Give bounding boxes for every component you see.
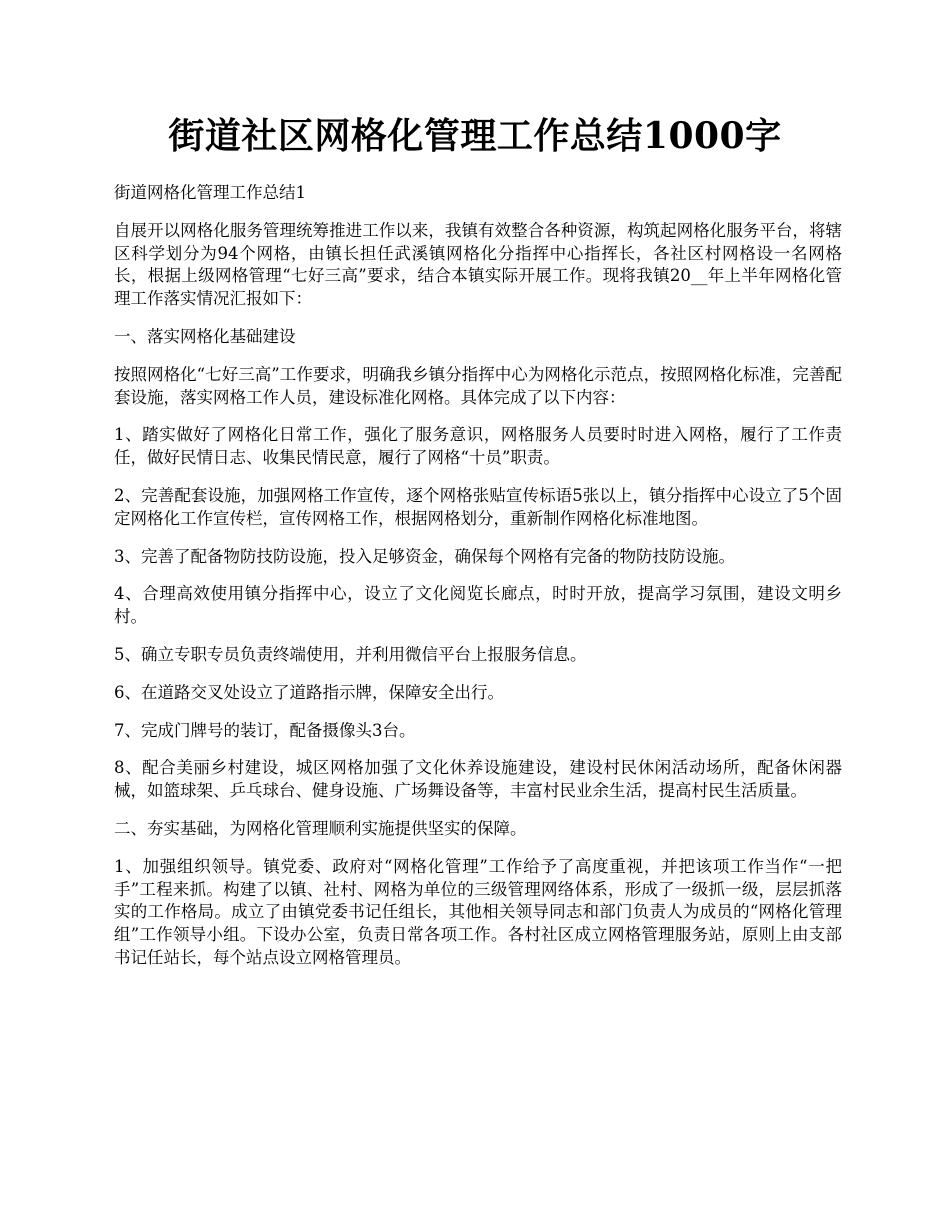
list-item-8: 8、配合美丽乡村建设，城区网格加强了文化休养设施建设，建设村民休闲活动场所，配备休闲器械，如篮球架、乒乓球台、健身设施、广场舞设备等，丰富村民业余生活，提高村民生活质量。 (114, 758, 842, 801)
subtitle: 街道网格化管理工作总结1 (114, 183, 306, 202)
document-body (114, 182, 842, 985)
section-1-intro: 按照网格化“七好三高”工作要求，明确我乡镇分指挥中心为网格化示范点，按照网格化标准，完善配套设施，落实网格工作人员，建设标准化网格。具体完成了以下内容： (114, 364, 842, 407)
section-heading-1: 一、落实网格化基础建设 (114, 326, 296, 346)
list-item-5: 5、确立专职专员负责终端使用，并利用微信平台上报服务信息。 (114, 644, 587, 664)
intro-paragraph: 自展开以网格化服务管理统筹推进工作以来，我镇有效整合各种资源，构筑起网格化服务平台，将辖区科学划分为94个网格，由镇长担任武溪镇网格化分指挥中心指挥长，各社区村网格设一名网格长，根据上级网格管理“七好三高”要求，结合本镇实际开展工作。现将我镇20__年上半年网格化管理工作落实情况汇报如下： (114, 220, 842, 309)
list-item-2: 2、完善配套设施，加强网格工作宣传，逐个网格张贴宣传标语5张以上，镇分指挥中心设立了5个固定网格化工作宣传栏，宣传网格工作，根据网格划分，重新制作网格化标准地图。 (114, 485, 842, 528)
list-item-7: 7、完成门牌号的装订，配备摄像头3台。 (114, 720, 416, 740)
list-item-6: 6、在道路交叉处设立了道路指示牌，保障安全出行。 (114, 682, 504, 702)
list-item-3: 3、完善了配备物防技防设施，投入足够资金，确保每个网格有完备的物防技防设施。 (114, 546, 735, 566)
list-item-4: 4、合理高效使用镇分指挥中心，设立了文化阅览长廊点，时时开放，提高学习氛围，建设文明乡村。 (114, 584, 842, 627)
section-2-item-1: 1、加强组织领导。镇党委、政府对“网格化管理”工作给予了高度重视，并把该项工作当作“一把手”工程来抓。构建了以镇、社村、网格为单位的三级管理网络体系，形成了一级抓一级，层层抓落实的工作格局。成立了由镇党委书记任组长，其他相关领导同志和部门负责人为成员的“网格化管理组”工作领导小组。下设办公室，负责日常各项工作。各村社区成立网格管理服务站，原则上由支部书记任站长，每个站点设立网格管理员。 (114, 856, 842, 967)
section-heading-2: 二、夯实基础，为网格化管理顺利实施提供坚实的保障。 (114, 818, 527, 838)
list-item-1: 1、踏实做好了网格化日常工作，强化了服务意识，网格服务人员要时时进入网格，履行了工作责任，做好民情日志、收集民情民意，履行了网格“十员”职责。 (114, 425, 842, 468)
document-title: 街道社区网格化管理工作总结1000字 (168, 115, 782, 157)
